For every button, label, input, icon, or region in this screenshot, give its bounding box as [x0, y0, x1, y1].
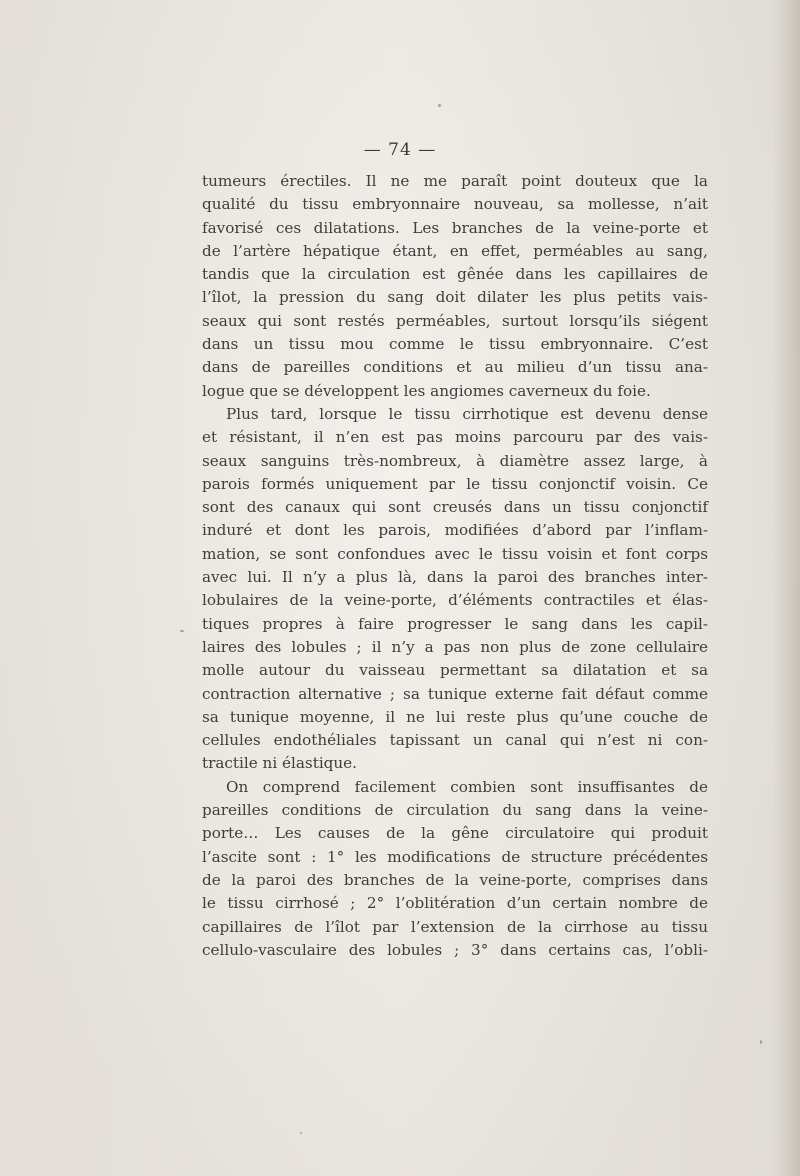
text-line: l’îlot, la pression du sang doit dilater les plus petits vais- [202, 288, 708, 307]
text-line: sa tunique moyenne, il ne lui reste plus qu’une couche de [202, 707, 708, 726]
text-line: l’ascite sont : 1° les modifications de structure précédentes [202, 847, 708, 866]
paper-speck [438, 104, 441, 107]
text-line: lobulaires de la veine-porte, d’éléments contractiles et élas- [202, 591, 708, 610]
text-line: porte… Les causes de la gêne circulatoire qui produit [202, 824, 708, 843]
text-line: laires des lobules ; il n’y a pas non plus de zone cellulaire [202, 637, 708, 656]
text-line: dans un tissu mou comme le tissu embryonnaire. C’est [202, 335, 708, 354]
text-line: pareilles conditions de circulation du sang dans la veine- [202, 801, 708, 820]
text-line: dans de pareilles conditions et au milieu d’un tissu ana- [202, 358, 708, 377]
text-line: seaux qui sont restés perméables, surtout lorsqu’ils siégent [202, 311, 708, 330]
text-line: tandis que la circulation est gênée dans les capillaires de [202, 265, 708, 284]
body-text [202, 170, 708, 962]
text-line: tractile ni élastique. [202, 754, 357, 773]
paper-speck [300, 1132, 302, 1134]
text-line: cellulo-vasculaire des lobules ; 3° dans certains cas, l’obli- [202, 940, 708, 959]
text-line: mation, se sont confondues avec le tissu voisin et font corps [202, 544, 708, 563]
text-line: tiques propres à faire progresser le sang dans les capil- [202, 614, 708, 633]
text-line: et résistant, il n’en est pas moins parcouru par des vais- [202, 428, 708, 447]
text-line: sont des canaux qui sont creusés dans un tissu conjonctif [202, 498, 708, 517]
text-line: Plus tard, lorsque le tissu cirrhotique est devenu dense [226, 404, 708, 423]
text-line: molle autour du vaisseau permettant sa dilatation et sa [202, 661, 708, 680]
text-line: favorisé ces dilatations. Les branches de la veine-porte et [202, 218, 708, 237]
text-line: contraction alternative ; sa tunique externe fait défaut comme [202, 684, 708, 703]
text-line: tumeurs érectiles. Il ne me paraît point douteux que la [202, 172, 708, 190]
paper-speck [180, 630, 184, 632]
text-line: avec lui. Il n’y a plus là, dans la paroi des branches inter- [202, 568, 708, 587]
text-line: seaux sanguins très-nombreux, à diamètre assez large, à [202, 451, 708, 470]
page-number: — 74 — [363, 140, 437, 160]
text-line: induré et dont les parois, modifiées d’abord par l’inflam- [202, 521, 708, 540]
text-line: de l’artère hépatique étant, en effet, perméables au sang, [202, 241, 708, 260]
text-line: de la paroi des branches de la veine-porte, comprises dans [202, 870, 708, 889]
text-line: capillaires de l’îlot par l’extension de la cirrhose au tissu [202, 917, 708, 936]
text-line: cellules endothéliales tapissant un canal qui n’est ni con- [202, 731, 708, 750]
text-line: qualité du tissu embryonnaire nouveau, sa mollesse, n’ait [202, 195, 708, 214]
text-line: le tissu cirrhosé ; 2° l’oblitération d’un certain nombre de [202, 894, 708, 913]
text-line: parois formés uniquement par le tissu conjonctif voisin. Ce [202, 474, 708, 493]
text-line: On comprend facilement combien sont insuffisantes de [226, 777, 708, 796]
text-line: logue que se développent les angiomes caverneux du foie. [202, 381, 651, 400]
paper-speck [760, 1040, 762, 1044]
page-edge-shadow [772, 0, 800, 1176]
